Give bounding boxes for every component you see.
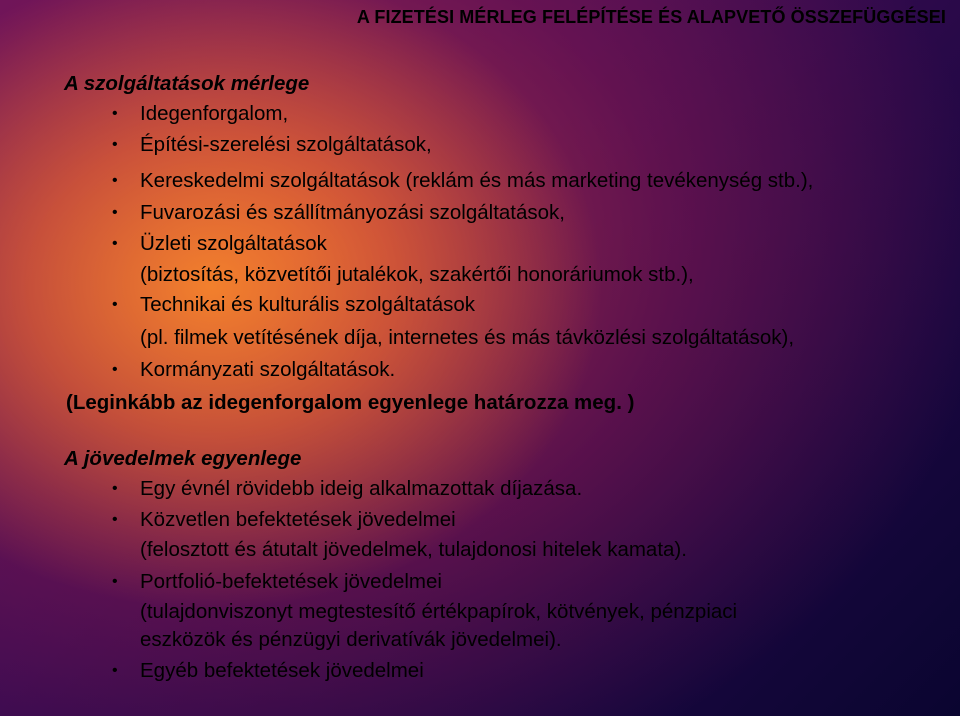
- list-item-continuation: (tulajdonviszonyt megtestesítő értékpapírok, kötvények, pénzpiaci: [140, 600, 738, 623]
- list-item: Egy évnél rövidebb ideig alkalmazottak díjazása.: [140, 477, 583, 500]
- bullet-icon: •: [112, 235, 118, 252]
- list-item: Kormányzati szolgáltatások.: [140, 358, 396, 381]
- list-item-continuation: (felosztott és átutalt jövedelmek, tulajdonosi hitelek kamata).: [140, 538, 687, 561]
- slide-title: A FIZETÉSI MÉRLEG FELÉPÍTÉSE ÉS ALAPVETŐ ÖSSZEFÜGGÉSEI: [356, 7, 946, 27]
- list-item: Kereskedelmi szolgáltatások (reklám és más marketing tevékenység stb.),: [140, 169, 814, 192]
- bullet-icon: •: [112, 136, 118, 153]
- list-item: Építési-szerelési szolgáltatások,: [140, 133, 432, 156]
- list-item: Üzleti szolgáltatások: [140, 232, 327, 255]
- list-item: Fuvarozási és szállítmányozási szolgáltatások,: [140, 201, 565, 224]
- list-item: Egyéb befektetések jövedelmei: [140, 659, 424, 682]
- bullet-icon: •: [112, 296, 118, 313]
- bullet-icon: •: [112, 511, 118, 528]
- bullet-icon: •: [112, 204, 118, 221]
- bullet-icon: •: [112, 480, 118, 497]
- bullet-icon: •: [112, 361, 118, 378]
- list-item-continuation: (biztosítás, közvetítői jutalékok, szakértői honoráriumok stb.),: [140, 263, 694, 286]
- services-note: (Leginkább az idegenforgalom egyenlege határozza meg. ): [66, 391, 635, 414]
- bullet-icon: •: [112, 105, 118, 122]
- list-item-continuation: eszközök és pénzügyi derivatívák jövedelmei).: [140, 628, 562, 651]
- section-heading-income: A jövedelmek egyenlege: [64, 447, 302, 470]
- section-heading-services: A szolgáltatások mérlege: [64, 72, 310, 95]
- list-item: Technikai és kulturális szolgáltatások: [140, 293, 475, 316]
- list-item: Közvetlen befektetések jövedelmei: [140, 508, 456, 531]
- bullet-icon: •: [112, 662, 118, 679]
- list-item-continuation: (pl. filmek vetítésének díja, internetes és más távközlési szolgáltatások),: [140, 326, 795, 349]
- list-item: Idegenforgalom,: [140, 102, 289, 125]
- bullet-icon: •: [112, 573, 118, 590]
- list-item: Portfolió-befektetések jövedelmei: [140, 570, 442, 593]
- bullet-icon: •: [112, 172, 118, 189]
